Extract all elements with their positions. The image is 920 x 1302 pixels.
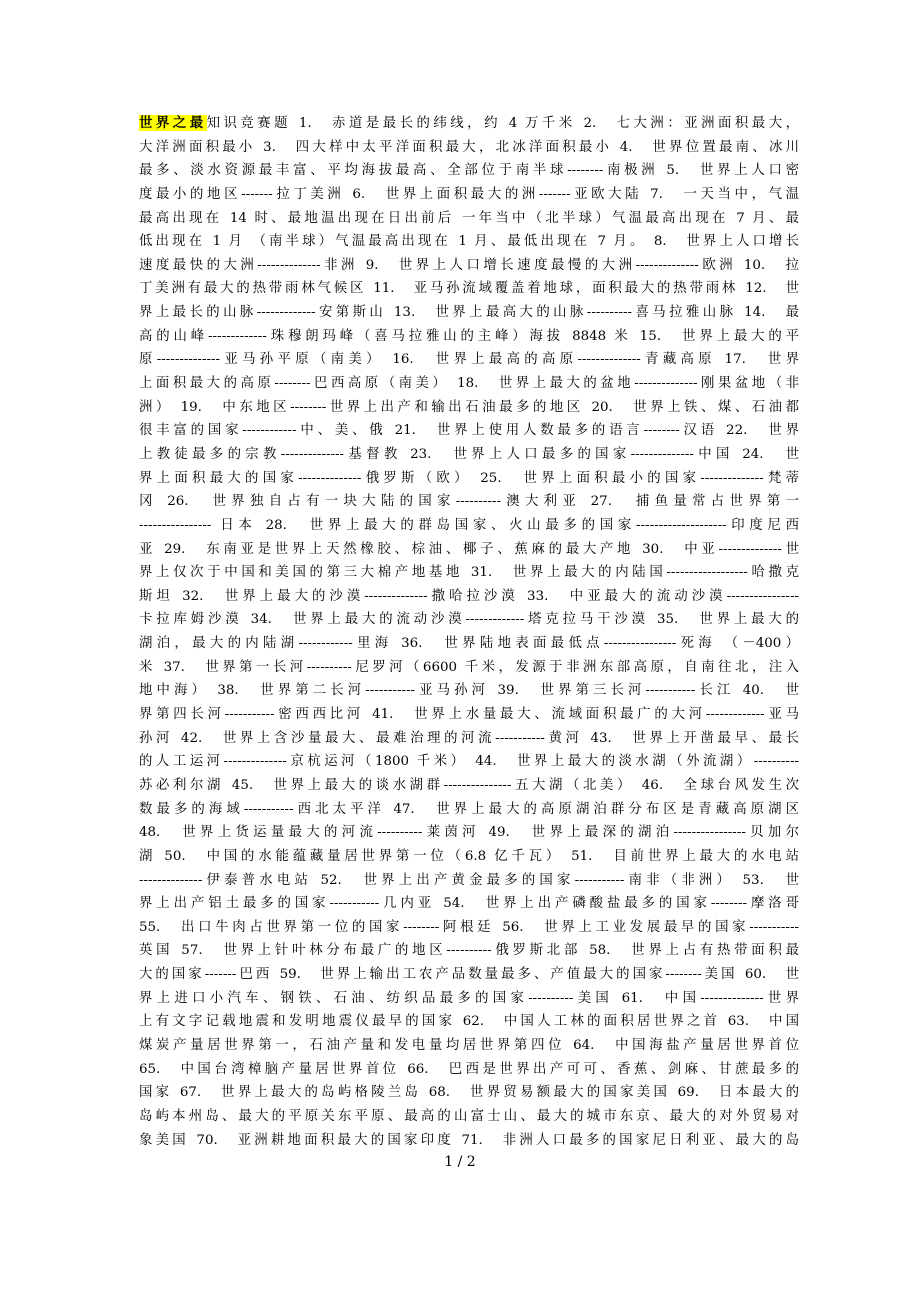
- first-line-text: 知识竞赛题 1. 赤道是最长的纬线，约 4 万千米 2. 七大洲：亚洲面积最大，: [206, 116, 799, 131]
- text-line: 的人工运河--------------京杭运河（1800 千米） 44. 世界上最大的淡水湖（外流湖）----------: [139, 754, 799, 770]
- text-line: 冈 26. 世界独自占有一块大陆的国家----------澳大利亚 27. 捕鱼量常占世界第一: [139, 494, 799, 510]
- text-line: 65. 中国台湾樟脑产量居世界首位 66. 巴西是世界出产可可、香蕉、剑麻、甘蔗最多的: [139, 1061, 799, 1077]
- text-line: 湖 50. 中国的水能蕴藏量居世界第一位（6.8 亿千瓦） 51. 目前世界上最大的水电站: [139, 848, 799, 864]
- text-line: 洲） 19. 中东地区--------世界上出产和输出石油最多的地区 20. 世界上铁、煤、石油都: [139, 399, 799, 415]
- text-line: 速度最快的大洲--------------非洲 9. 世界上人口增长速度最慢的大洲--------------欧洲 10. 拉: [139, 257, 799, 273]
- text-line: 很丰富的国家------------中、美、俄 21. 世界上使用人数最多的语言--------汉语 22. 世界: [139, 423, 799, 439]
- page-number: 1 / 2: [444, 1154, 476, 1170]
- text-line: 度最小的地区-------拉丁美洲 6. 世界上面积最大的洲-------亚欧大陆 7. 一天当中，气温: [139, 186, 799, 202]
- text-line: 亚 29. 东南亚是世界上天然橡胶、棕油、椰子、蕉麻的最大产地 30. 中亚--------------世: [139, 541, 799, 557]
- text-line: 55. 出口牛肉占世界第一位的国家--------阿根廷 56. 世界上工业发展最早的国家-----------: [139, 919, 799, 935]
- text-line: 界上进口小汽车、钢铁、石油、纺织品最多的国家----------美国 61. 中国--------------世界: [139, 990, 799, 1006]
- text-line: 煤炭产量居世界第一，石油产量和发电量均居世界第四位 64. 中国海盐产量居世界首位: [139, 1037, 799, 1053]
- text-line: 岛屿本州岛、最大的平原关东平原、最高的山富士山、最大的城市东京、最大的对外贸易对: [139, 1108, 799, 1124]
- text-line: 卡拉库姆沙漠 34. 世界上最大的流动沙漠-------------塔克拉马干沙漠 35. 世界上最大的: [139, 612, 799, 628]
- text-line: 大的国家-------巴西 59. 世界上输出工农产品数量最多、产值最大的国家--------美国 60. 世: [139, 967, 799, 983]
- text-line: 低出现在 1 月 （南半球）气温最高出现在 1 月、最低出现在 7 月。 8. 世界上人口增长: [139, 234, 799, 250]
- text-line: 丁美洲有最大的热带雨林气候区 11. 亚马孙流域覆盖着地球，面积最大的热带雨林 12. 世: [139, 281, 799, 297]
- text-line: 斯坦 32. 世界上最大的沙漠--------------撒哈拉沙漠 33. 中亚最大的流动沙漠----------------: [139, 588, 799, 604]
- text-line: 上有文字记载地震和发明地震仪最早的国家 62. 中国人工林的面积居世界之首 63. 中国: [139, 1014, 799, 1030]
- text-line: 原--------------亚马孙平原（南美） 16. 世界上最高的高原--------------青藏高原 17. 世界: [139, 352, 799, 368]
- text-line: 上教徒最多的宗教--------------基督教 23. 世界上人口最多的国家--------------中国 24. 世: [139, 446, 799, 462]
- text-line: 上面积最大的高原--------巴西高原（南美） 18. 世界上最大的盆地--------------刚果盆地（非: [139, 376, 799, 392]
- text-line: 48. 世界上货运量最大的河流----------莱茵河 49. 世界上最深的湖泊----------------贝加尔: [139, 825, 799, 841]
- text-line: --------------伊泰普水电站 52. 世界上出产黄金最多的国家-----------南非（非洲） 53. 世: [139, 872, 799, 888]
- text-line: 数最多的海域-----------西北太平洋 47. 世界上最大的高原湖泊群分布区是青藏高原湖区: [139, 801, 799, 817]
- title-highlight: 世界之最: [139, 115, 207, 131]
- text-line: 大洋洲面积最小 3. 四大样中太平洋面积最大，北冰洋面积最小 4. 世界位置最南、冰川: [139, 139, 799, 155]
- text-line: 界第四长河-----------密西西比河 41. 世界上水量最大、流域面积最广的大河-------------亚马: [139, 707, 799, 723]
- text-line: 界上出产铝土最多的国家-----------几内亚 54. 世界上出产磷酸盐最多的国家--------摩洛哥: [139, 896, 799, 912]
- text-line: 象美国 70. 亚洲耕地面积最大的国家印度 71. 非洲人口最多的国家尼日利亚、最大的岛: [139, 1132, 799, 1148]
- text-line: 米 37. 世界第一长河----------尼罗河（6600 千米，发源于非洲东部高原，自南往北，注入: [139, 659, 799, 675]
- text-line-first: [139, 112, 799, 136]
- text-line: 界上仅次于中国和美国的第三大棉产地基地 31. 世界上最大的内陆国------------------哈撒克: [139, 565, 799, 581]
- text-line: 英国 57. 世界上针叶林分布最广的地区----------俄罗斯北部 58. 世界上占有热带面积最: [139, 943, 799, 959]
- text-line: 高的山峰-------------珠穆朗玛峰（喜马拉雅山的主峰）海拔 8848 米 15. 世界上最大的平: [139, 328, 799, 344]
- text-line: 孙河 42. 世界上含沙量最大、最难治理的河流-----------黄河 43. 世界上开凿最早、最长: [139, 730, 799, 746]
- text-line: 苏必利尔湖 45. 世界上最大的谈水湖群---------------五大湖（北美） 46. 全球台风发生次: [139, 777, 799, 793]
- text-line: 地中海） 38. 世界第二长河-----------亚马孙河 39. 世界第三长河-----------长江 40. 世: [139, 683, 799, 699]
- text-line: 湖泊，最大的内陆湖------------里海 36. 世界陆地表面最低点----------------死海 （－400）: [139, 636, 799, 652]
- text-line: 最多、淡水资源最丰富、平均海拔最高、全部位于南半球--------南极洲 5. 世界上人口密: [139, 163, 799, 179]
- text-line: 国家 67. 世界上最大的岛屿格陵兰岛 68. 世界贸易额最大的国家美国 69. 日本最大的: [139, 1085, 799, 1101]
- text-line: 界上面积最大的国家--------------俄罗斯（欧） 25. 世界上面积最小的国家--------------梵蒂: [139, 470, 799, 486]
- text-line: ---------------- 日本 28. 世界上最大的群岛国家、火山最多的国家--------------------印度尼西: [139, 517, 799, 533]
- text-line: 最高出现在 14 时、最地温出现在日出前后 一年当中（北半球）气温最高出现在 7 月、最: [139, 210, 799, 226]
- document-body: [139, 112, 799, 1152]
- text-line: 界上最长的山脉-------------安第斯山 13. 世界上最高大的山脉----------喜马拉雅山脉 14. 最: [139, 305, 799, 321]
